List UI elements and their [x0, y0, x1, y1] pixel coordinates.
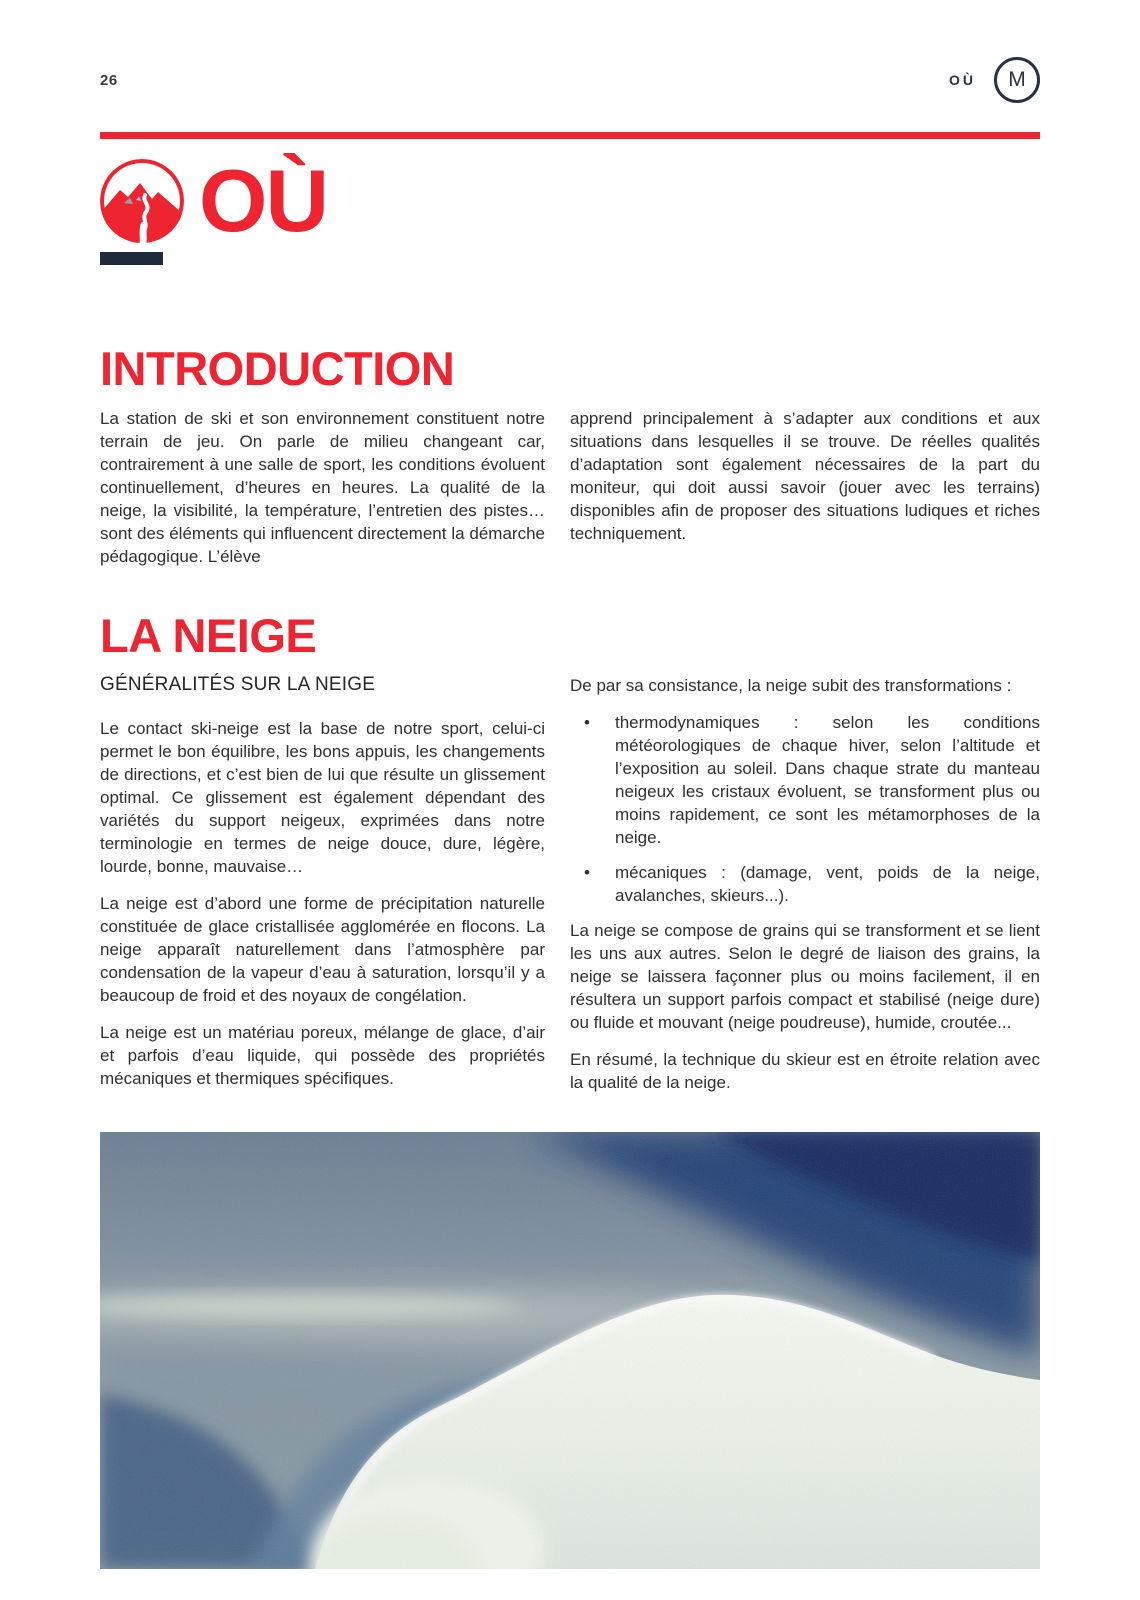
red-divider-rule	[100, 132, 1040, 139]
list-item: • mécaniques : (damage, vent, poids de la neige, avalanches, skieurs...).	[570, 861, 1040, 907]
neige-paragraph: Le contact ski-neige est la base de notre sport, celui-ci permet le bon équilibre, les bons appuis, les changements de directions, et c’est bien de lui que résulte un glissement optimal. Ce glissement est également dépendant des variétés du support neigeux, exprimées dans notre terminologie en termes de neige douce, dure, légère, lourde, bonne, mauvaise…	[100, 718, 545, 876]
list-item: • thermodynamiques : selon les conditions météorologiques de chaque hiver, selon l’altitude et l’exposition au soleil. Dans chaque strate du manteau neigeux les cristaux évoluent, se transforment plus ou moins rapidement, ce sont les métamorphoses de la neige.	[570, 711, 1040, 849]
neige-columns	[100, 674, 1040, 1094]
neige-section-title: LA NEIGE	[100, 608, 317, 662]
intro-column-right	[570, 407, 1040, 568]
intro-paragraph-right: apprend principalement à s’adapter aux conditions et aux situations dans lesquelles il se trouve. De réelles qualités d’adaptation sont également nécessaires de la part du moniteur, qui doit aussi savoir (jouer avec les terrains) disponibles afin de proposer des situations ludiques et riches techniquement.	[570, 408, 1040, 543]
intro-columns	[100, 407, 1040, 568]
intro-column-left	[100, 407, 545, 568]
monogram-letter: M	[1008, 68, 1026, 91]
neige-column-left	[100, 674, 545, 1094]
page-header	[100, 0, 1040, 103]
mountain-trail-icon	[100, 159, 184, 243]
snowdrift-photo	[100, 1132, 1040, 1569]
chapter-title-logo: OÙ	[199, 151, 327, 251]
neige-column-right	[570, 674, 1040, 1094]
chapter-logo-row	[100, 151, 1040, 251]
neige-subtitle: GÉNÉRALITÉS SUR LA NEIGE	[100, 673, 376, 695]
neige-paragraph: La neige est d’abord une forme de précipitation naturelle constituée de glace cristallisée agglomérée en flocons. La neige apparaît naturellement dans l’atmosphère par condensation de la vapeur d’eau à saturation, lorsqu’il y a beaucoup de froid et des noyaux de congélation.	[100, 893, 545, 1005]
neige-paragraph: La neige se compose de grains qui se transforment et se lient les uns aux autres. Selon le degré de liaison des grains, la neige se laissera façonner plus ou moins facilement, il en résultera un support parfois compact et stabilisé (neige dure) ou fluide et mouvant (neige poudreuse), humide, croutée...	[570, 920, 1040, 1032]
header-right-cluster	[949, 57, 1040, 103]
intro-paragraph-left: La station de ski et son environnement constituent notre terrain de jeu. On parle de milieu changeant car, contrairement à une salle de sport, les conditions évoluent continuellement, d’heures en heures. La qualité de la neige, la visibilité, la température, l’entretien des pistes… sont des éléments qui influencent directement la démarche pédagogique. L’élève	[100, 408, 545, 566]
snowdrift-photo-image	[100, 1132, 1040, 1569]
intro-section-title: INTRODUCTION	[100, 342, 455, 395]
section-tag: OÙ	[949, 72, 976, 88]
neige-paragraph: La neige est un matériau poreux, mélange de glace, d’air et parfois d’eau liquide, qui possède des propriétés mécaniques et thermiques spécifiques.	[100, 1022, 545, 1088]
page-number: 26	[100, 71, 118, 89]
circled-m-monogram-icon	[994, 57, 1040, 103]
neige-paragraph: En résumé, la technique du skieur est en étroite relation avec la qualité de la neige.	[570, 1049, 1040, 1092]
transformations-list	[570, 711, 1040, 907]
neige-right-intro: De par sa consistance, la neige subit des transformations :	[570, 675, 1012, 695]
navy-accent-bar	[100, 252, 163, 265]
